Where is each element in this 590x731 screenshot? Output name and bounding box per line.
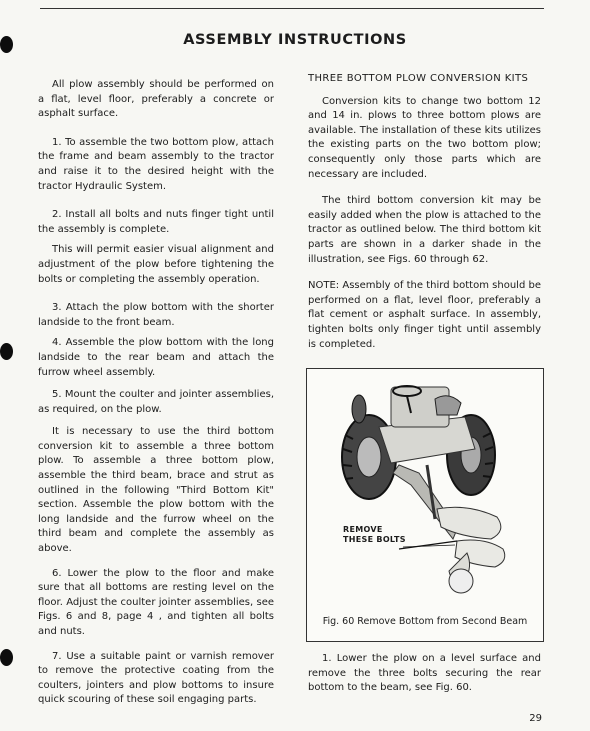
step-6: 6. Lower the plow to the floor and make sure that all bottoms are resting level on the floor. Adjust the coulter jointer assemblies, see Figs. 6 and 8, page 4 , and tighten all bolts and nuts. xyxy=(38,567,274,637)
step-5: 5. Mount the coulter and jointer assemblies, as required, on the plow. xyxy=(38,389,274,415)
paragraph: This will permit easier visual alignment and adjustment of the plow before tightening the bolts or completing the assembly operation. xyxy=(38,244,274,285)
punch-hole-middle xyxy=(0,343,13,360)
right-column xyxy=(308,72,541,352)
paragraph: Conversion kits to change two bottom 12 and 14 in. plows to three bottom plows are available. The installation of these kits utilizes the existing parts on the two bottom plow; consequently only those parts which are necessary are included. xyxy=(308,95,541,180)
punch-hole-bottom xyxy=(0,649,13,666)
page-title: ASSEMBLY INSTRUCTIONS xyxy=(183,32,407,48)
step-4: 4. Assemble the plow bottom with the long landside to the rear beam and attach the furrow wheel assembly. xyxy=(38,337,274,378)
right-column-bottom xyxy=(308,652,541,696)
top-rule xyxy=(40,8,544,9)
note-paragraph: NOTE: Assembly of the third bottom should be performed on a flat, level floor, preferably a flat cement or asphalt surface. In assembly, tighten bolts only finger tight until assembly is completed. xyxy=(308,280,541,350)
paragraph: It is necessary to use the third bottom conversion kit to assemble a three bottom plow. To assemble a three bottom plow, assemble the third beam, brace and strut as outlined in the following "Third Bottom Kit" section. Assemble the plow bottom with the long landside and the furrow wheel on the third beam and complete the assembly as above. xyxy=(38,426,274,555)
page-number: 29 xyxy=(529,713,542,724)
figure-caption: Fig. 60 Remove Bottom from Second Beam xyxy=(322,616,528,627)
step-1: 1. To assemble the two bottom plow, attach the frame and beam assembly to the tractor and raise it to the desired height with the tractor Hydraulic System. xyxy=(38,136,274,192)
section-heading: THREE BOTTOM PLOW CONVERSION KITS xyxy=(308,73,529,84)
tractor-plow-illustration xyxy=(307,369,543,609)
paragraph: All plow assembly should be performed on a flat, level floor, preferably a concrete or asphalt surface. xyxy=(38,79,274,120)
callout-line: REMOVE xyxy=(343,525,383,534)
paragraph: The third bottom conversion kit may be easily added when the plow is attached to the tractor as outlined below. The third bottom kit parts are shown in a darker shade in the illustration, see Figs. 60 through 62. xyxy=(308,195,541,265)
step-2: 2. Install all bolts and nuts finger tight until the assembly is complete. xyxy=(38,209,274,235)
step-7: 7. Use a suitable paint or varnish remover to remove the protective coating from the coulters, jointers and plow bottoms to insure quick scouring of these soil engaging parts. xyxy=(38,650,274,706)
figure-60 xyxy=(306,368,544,642)
left-column xyxy=(38,78,274,708)
step-3: 3. Attach the plow bottom with the shorter landside to the front beam. xyxy=(38,302,274,328)
callout-line: THESE BOLTS xyxy=(343,535,406,544)
step-1: 1. Lower the plow on a level surface and remove the three bolts securing the rear bottom to the beam, see Fig. 60. xyxy=(308,653,541,694)
callout-label xyxy=(343,525,406,545)
